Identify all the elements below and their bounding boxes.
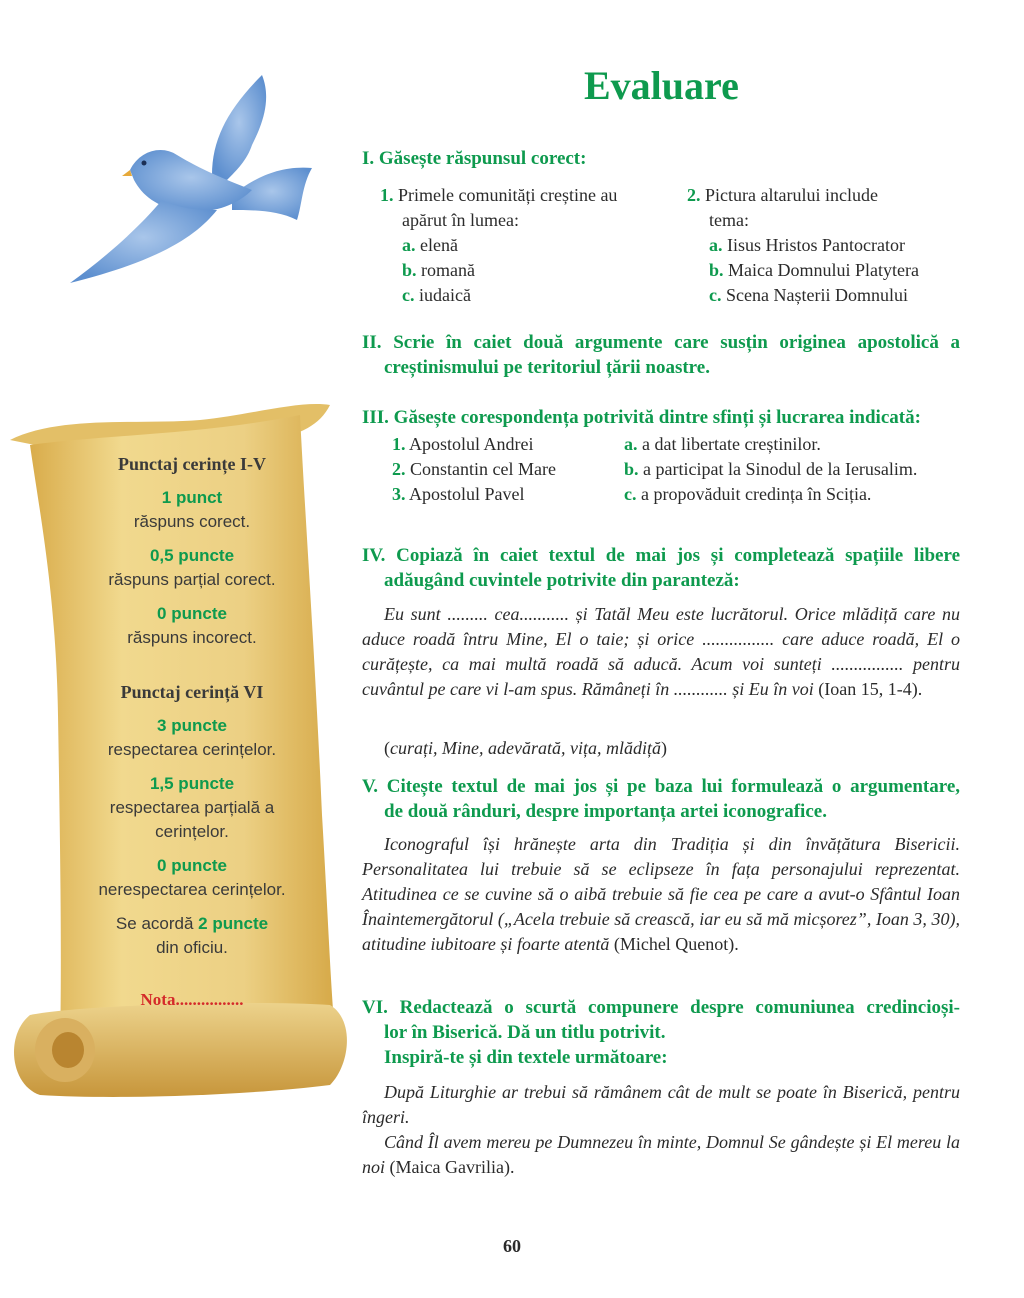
question-6-text <box>362 1080 960 1180</box>
option-key: a. <box>402 235 416 255</box>
score-value: 3 puncte <box>157 716 227 735</box>
oficiu-value: 2 puncte <box>198 914 269 933</box>
question-1-item-1 <box>380 183 670 308</box>
question-text: Citește textul de mai jos și pe baza lui formulează o argumentare, <box>386 776 960 797</box>
match-text: a participat la Sinodul de la Ierusalim. <box>643 459 918 479</box>
quote-reference: (Maica Gavrilia). <box>385 1157 515 1177</box>
item-text: tema: <box>709 210 749 230</box>
option-key: b. <box>402 260 417 280</box>
question-2 <box>362 330 960 380</box>
question-text: de două rânduri, despre importanța artei iconografice. <box>384 801 827 822</box>
score-value: 0 puncte <box>157 604 227 623</box>
option-text: Scena Nașterii Domnului <box>726 285 908 305</box>
question-5-text <box>362 832 960 957</box>
question-3-left-column <box>392 432 622 507</box>
page-number: 60 <box>503 1236 521 1256</box>
question-3-label: III. Găsește corespondența potrivită dintre sfinți și lucrarea indicată: <box>362 407 921 428</box>
quote-text: Când Îl avem mereu pe Dumnezeu în minte, Domnul Se gândește și El mereu la noi <box>362 1132 960 1177</box>
option-text: Maica Domnului Platytera <box>728 260 919 280</box>
score-description: răspuns corect. <box>133 512 251 531</box>
quote-text: După Liturghie ar trebui să rămânem cât de mult se poate în Biserică, pentru îngeri. <box>362 1082 960 1127</box>
scoring-header-1: Punctaj cerințe I-V <box>118 454 266 474</box>
oficiu-pre: Se acordă <box>115 914 194 933</box>
question-4-text <box>362 602 960 702</box>
item-text: Primele comunități creștine au <box>398 185 618 205</box>
score-description: respectarea parțială a <box>109 798 275 817</box>
option-key: a. <box>709 235 723 255</box>
scoring-header-2: Punctaj cerință VI <box>120 682 264 702</box>
question-number: V. <box>362 776 379 797</box>
question-number: II. <box>362 332 382 353</box>
score-description: răspuns incorect. <box>127 628 257 647</box>
match-key: c. <box>624 484 637 504</box>
item-number: 1. <box>380 185 394 205</box>
score-description: nerespectarea cerințelor. <box>98 880 286 899</box>
quote-reference: (Ioan 15, 1-4). <box>813 679 923 699</box>
question-1-label: I. Găsește răspunsul corect: <box>362 148 587 169</box>
dove-illustration <box>62 70 322 290</box>
score-value: 1,5 puncte <box>149 774 235 793</box>
match-key: 2. <box>392 459 406 479</box>
score-value: 0 puncte <box>157 856 227 875</box>
quote-reference: (Michel Quenot). <box>609 934 739 954</box>
match-text: Constantin cel Mare <box>410 459 556 479</box>
paren: ( <box>384 738 390 758</box>
question-4-words <box>362 736 982 761</box>
question-text: adăugând cuvintele potrivite din paranteză: <box>384 570 740 591</box>
option-text: elenă <box>420 235 458 255</box>
question-number: IV. <box>362 545 386 566</box>
question-text: Redactează o scurtă compunere despre comuniunea credincioși- <box>399 997 960 1018</box>
page-title: Evaluare <box>584 63 739 108</box>
question-4 <box>362 543 960 593</box>
score-description: respectarea cerințelor. <box>107 740 277 759</box>
question-3-right-column <box>624 432 964 507</box>
quote-text: Eu sunt ......... cea........... și Tatăl Meu este lucrătorul. Orice mlădiță care nu aduce roadă întru Mine, El o taie; și orice ................ care aduce roadă, El o curățește, ca mai multă roadă să aducă. Acum voi sunteți ................ pentru cuvântul pe care vi l-am spus. Rămâneți în ............ și Eu în voi <box>362 604 960 699</box>
option-text: iudaică <box>419 285 471 305</box>
question-text: Inspiră-te și din textele următoare: <box>384 1047 668 1068</box>
nota-field: Nota................ <box>140 990 244 1009</box>
word-bank: curați, Mine, adevărată, vița, mlădiță <box>390 738 661 758</box>
match-key: b. <box>624 459 639 479</box>
score-value: 0,5 puncte <box>149 546 235 565</box>
question-text: Copiază în caiet textul de mai jos și completează spațiile libere <box>396 545 961 566</box>
match-text: a dat libertate creștinilor. <box>642 434 821 454</box>
question-6 <box>362 995 960 1070</box>
question-text: creștinismului pe teritoriul țării noastre. <box>384 357 710 378</box>
match-text: Apostolul Pavel <box>409 484 525 504</box>
item-text: Pictura altarului include <box>705 185 878 205</box>
option-text: Iisus Hristos Pantocrator <box>727 235 905 255</box>
quote-text: Iconograful își hrănește arta din Tradiția și din învățătura Bisericii. Personalitatea lui trebuie să se eclipseze în fața personajului reprezentat. Atitudinea ce se cuvine să o aibă trebuie să fie cea pe care a avut-o Sfântul Ioan Înaintemergătorul („Acela trebuie să crească, iar eu să mă micșorez”, Ioan 3, 30), atitudine iubitoare și foarte atentă <box>362 834 960 954</box>
scoring-box <box>82 452 302 1012</box>
option-key: c. <box>709 285 722 305</box>
score-value: 1 punct <box>161 488 223 507</box>
match-text: Apostolul Andrei <box>409 434 534 454</box>
score-description: cerințelor. <box>155 822 229 841</box>
question-1-item-2 <box>687 183 967 308</box>
question-number: VI. <box>362 997 388 1018</box>
match-key: a. <box>624 434 638 454</box>
match-key: 1. <box>392 434 406 454</box>
item-number: 2. <box>687 185 701 205</box>
question-text: lor în Biserică. Dă un titlu potrivit. <box>384 1022 666 1043</box>
match-key: 3. <box>392 484 406 504</box>
paren: ) <box>660 738 667 758</box>
option-key: c. <box>402 285 415 305</box>
oficiu-post: din oficiu. <box>156 938 228 957</box>
match-text: a propovăduit credința în Sciția. <box>641 484 872 504</box>
score-description: răspuns parțial corect. <box>108 570 276 589</box>
question-5 <box>362 774 960 824</box>
question-text: Scrie în caiet două argumente care susțin originea apostolică a <box>393 332 961 353</box>
option-text: romană <box>421 260 475 280</box>
item-text: apărut în lumea: <box>402 210 519 230</box>
option-key: b. <box>709 260 724 280</box>
